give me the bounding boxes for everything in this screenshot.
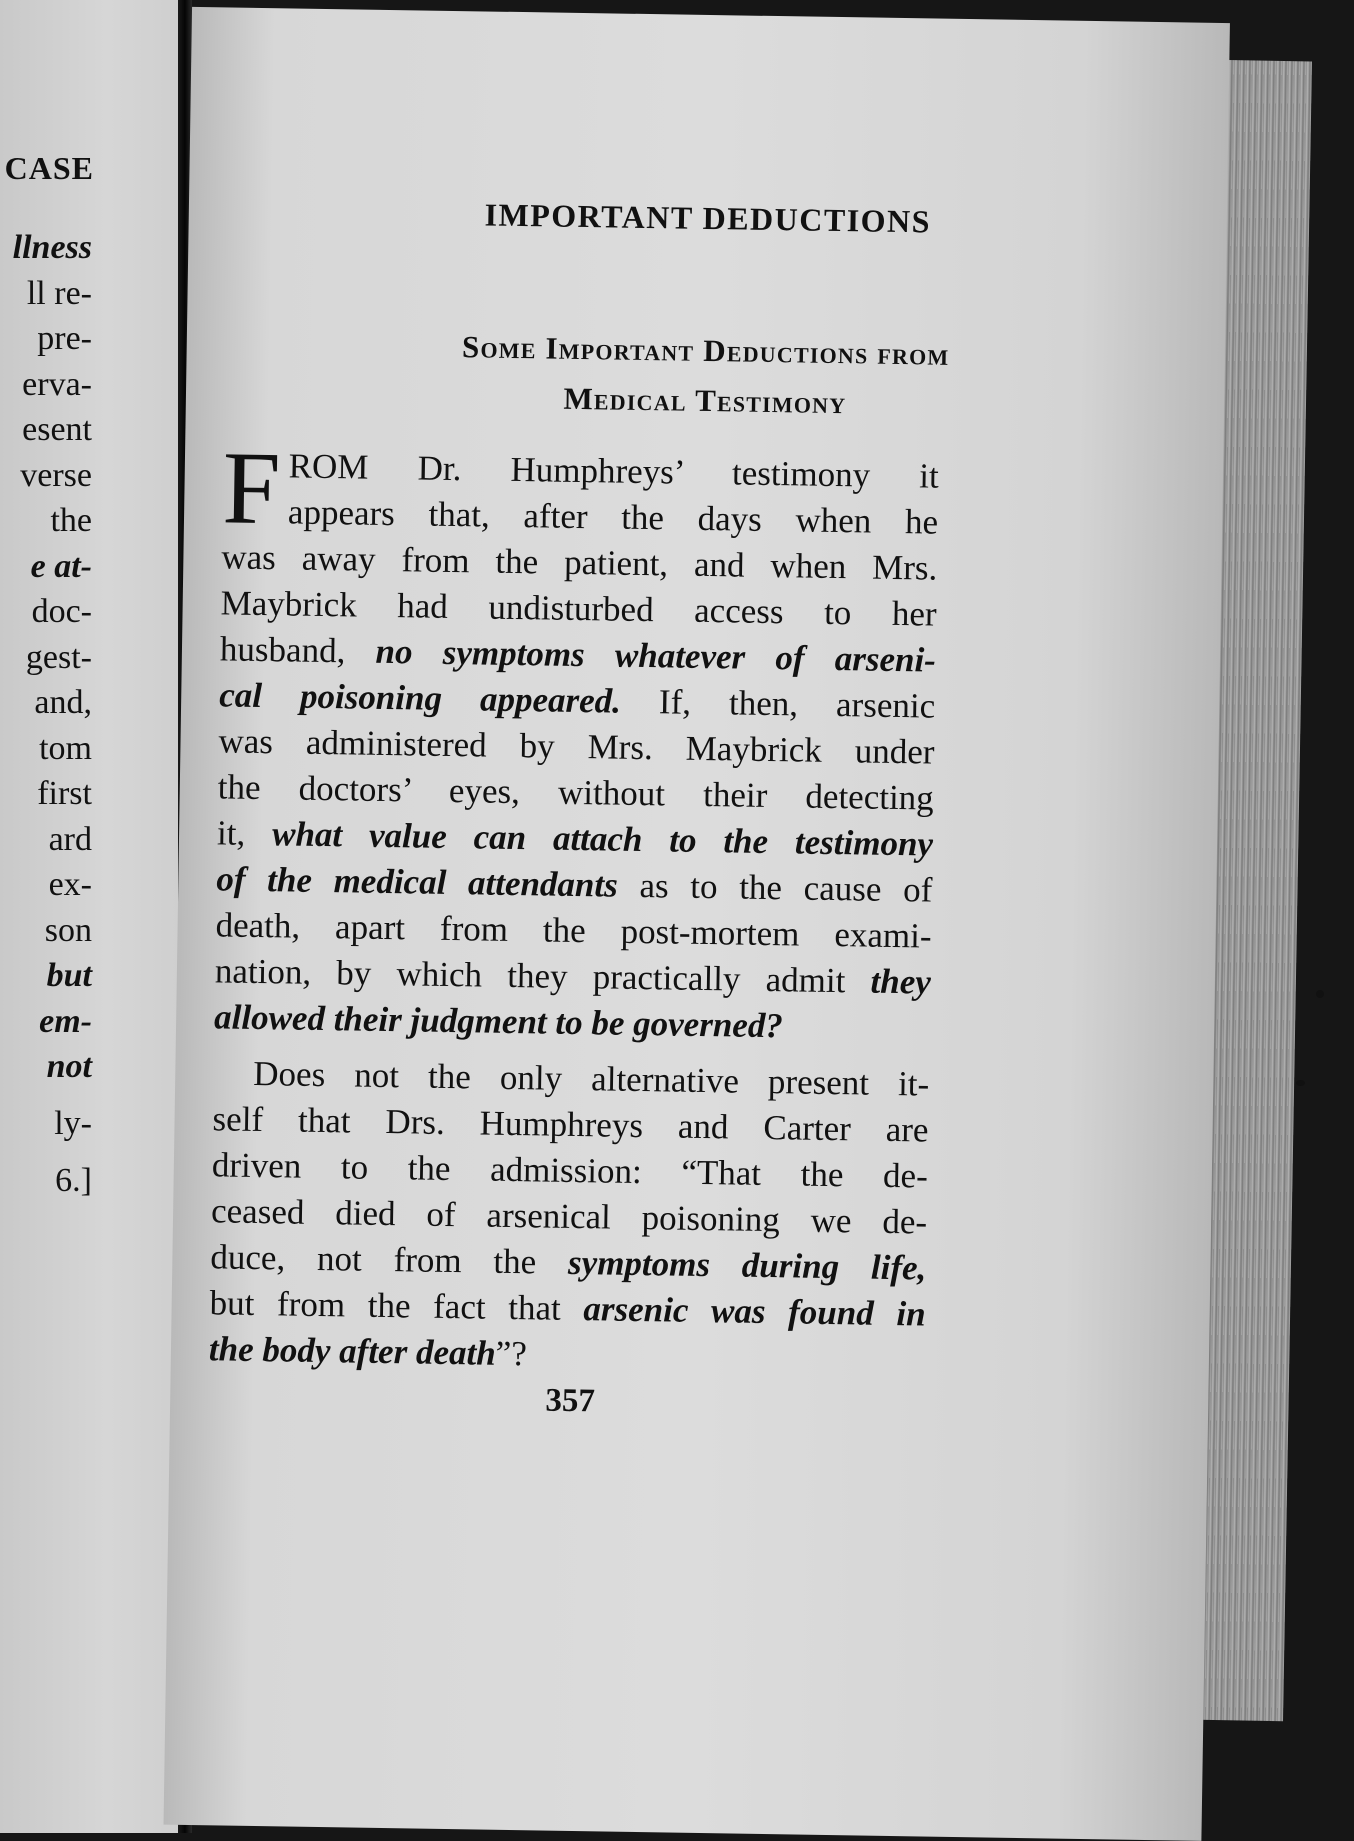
text-line: but from the fact that arsenic was found in xyxy=(209,1283,926,1334)
left-page-line: e at- xyxy=(30,547,92,585)
text-line: cal poisoning appeared. If, then, arsenic xyxy=(218,675,936,726)
left-page-line: verse xyxy=(20,456,92,494)
text-line: of the medical attendants as to the cause of xyxy=(216,859,933,910)
text-line: was administered by Mrs. Maybrick under xyxy=(218,721,935,772)
text-line: death, apart from the post-mortem exami- xyxy=(215,905,932,956)
left-page-fragment xyxy=(0,0,178,1833)
left-page-line: not xyxy=(46,1048,92,1085)
text-line: ROM Dr. Humphreys’ testimony it xyxy=(288,446,940,496)
text-line: it, what value can attach to the testimony xyxy=(216,813,934,864)
left-page-line: but xyxy=(46,957,92,994)
left-page-line: gest- xyxy=(25,638,92,676)
left-page-line: doc- xyxy=(31,593,92,630)
left-page-line: pre- xyxy=(37,320,92,357)
left-page-line: em- xyxy=(39,1002,92,1040)
text-line: the body after death”? xyxy=(208,1329,528,1374)
text-line: allowed their judgment to be governed? xyxy=(213,997,784,1046)
left-page-text xyxy=(0,225,92,1203)
text-line: driven to the admission: “That the de- xyxy=(211,1145,929,1196)
section-title-line-1: Some Important Deductions from xyxy=(461,329,950,372)
left-page-line: esent xyxy=(22,411,92,448)
left-page-line: the xyxy=(50,502,92,539)
text-line: the doctors’ eyes, without their detecting xyxy=(217,767,935,818)
scan-speck xyxy=(1296,1080,1305,1086)
page-number: 357 xyxy=(545,1382,596,1420)
text-line: was away from the patient, and when Mrs. xyxy=(221,537,938,588)
text-line: ceased died of arsenical poisoning we de- xyxy=(210,1191,928,1242)
left-page-line: erva- xyxy=(22,365,92,403)
running-head: IMPORTANT DEDUCTIONS xyxy=(484,196,932,240)
left-page-line: llness xyxy=(12,229,92,266)
text-line: husband, no symptoms whatever of arseni- xyxy=(219,629,937,680)
text-line: Maybrick had undisturbed access to her xyxy=(220,583,937,634)
left-page-line: 6.] xyxy=(55,1161,92,1199)
left-page-line: son xyxy=(44,911,92,949)
scan-speck xyxy=(1316,990,1324,998)
right-page xyxy=(164,7,1230,1841)
left-page-line: ll re- xyxy=(26,274,92,312)
body-text xyxy=(208,430,940,1383)
text-line: Does not the only alternative present it- xyxy=(253,1053,930,1104)
text-line: self that Drs. Humphreys and Carter are xyxy=(212,1099,929,1150)
left-page-line: and, xyxy=(34,684,92,721)
left-page-line: ly- xyxy=(54,1104,92,1142)
text-line: appears that, after the days when he xyxy=(287,492,939,542)
text-line: duce, not from the symptoms during life, xyxy=(210,1237,927,1288)
left-running-head: CASE xyxy=(4,150,94,186)
section-title-line-2: Medical Testimony xyxy=(563,380,847,421)
drop-cap: F xyxy=(221,430,282,547)
left-page-line: first xyxy=(37,775,92,812)
left-page-line: ard xyxy=(48,820,92,858)
left-page-line: tom xyxy=(39,729,92,767)
text-line: nation, by which they practically admit they xyxy=(214,951,932,1002)
left-page-line: ex- xyxy=(48,866,92,903)
